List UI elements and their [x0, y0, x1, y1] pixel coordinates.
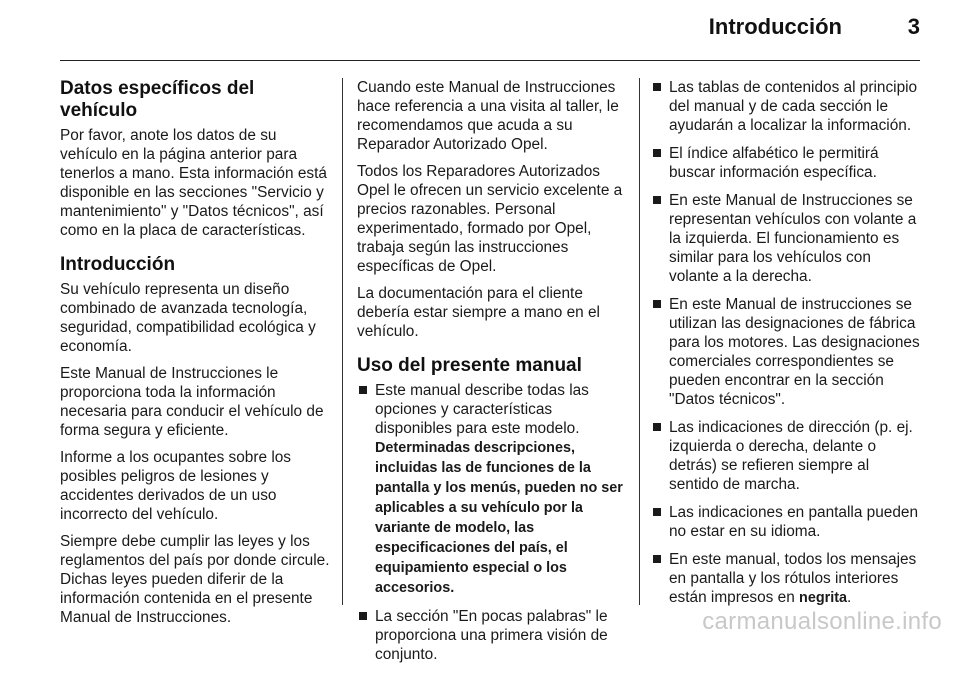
paragraph: Informe a los ocupantes sobre los posibles peligros de lesiones y accidentes derivados de un uso incorrecto del vehículo.: [60, 449, 291, 523]
page-header-title: Introducción: [708, 14, 842, 39]
header-divider: [60, 60, 920, 61]
list-item-text: Las indicaciones de dirección (p. ej. izquierda o derecha, delante o detrás) se refieren siempre al sentido de marcha.: [669, 419, 913, 493]
list-item-text-end: .: [847, 589, 852, 606]
bullet-list: [357, 381, 627, 664]
bullet-list: [651, 78, 923, 608]
column-3: [651, 78, 923, 617]
section-heading-introduction: Introducción: [60, 254, 176, 275]
square-bullet-icon: [653, 196, 661, 204]
section-heading-vehicle-data: Datos específicos del vehículo: [60, 78, 255, 121]
column-2: [357, 78, 627, 673]
list-item: [651, 78, 923, 135]
list-item-text: Las tablas de contenidos al principio del manual y de cada sección le ayudarán a localizar la información.: [669, 79, 918, 134]
list-item: [651, 191, 923, 286]
square-bullet-icon: [653, 508, 661, 516]
list-item: [357, 607, 627, 664]
square-bullet-icon: [359, 612, 367, 620]
section-heading-manual-use: Uso del presente manual: [357, 355, 582, 376]
list-item-text: El índice alfabético le permitirá buscar información específica.: [669, 145, 879, 181]
list-item-text: En este Manual de instrucciones se utilizan las designaciones de fábrica para los motores. Las designaciones comerciales correspondientes se pueden encontrar en la sección "Datos técnicos".: [669, 296, 920, 408]
square-bullet-icon: [653, 83, 661, 91]
page-number: 3: [907, 14, 920, 39]
square-bullet-icon: [359, 386, 367, 394]
list-item: [651, 418, 923, 494]
square-bullet-icon: [653, 423, 661, 431]
paragraph: Cuando este Manual de Instrucciones hace referencia a una visita al taller, le recomendamos que acuda a su Reparador Autorizado Opel.: [357, 79, 619, 153]
paragraph: Siempre debe cumplir las leyes y los reglamentos del país por donde circule. Dichas leyes pueden diferir de la información contenida en el presente Manual de Instrucciones.: [60, 533, 330, 626]
column-1: [60, 78, 332, 635]
paragraph: Su vehículo representa un diseño combinado de avanzada tecnología, seguridad, compatibilidad ecológica y economía.: [60, 281, 316, 355]
list-item-text: La sección "En pocas palabras" le proporciona una primera visión de conjunto.: [375, 608, 608, 663]
list-item-bold-text: negrita: [799, 590, 848, 606]
list-item: [651, 503, 923, 541]
list-item: [651, 144, 923, 182]
paragraph: Por favor, anote los datos de su vehículo en la página anterior para tenerlos a mano. Esta información está disponible en las secciones "Servicio y mantenimiento" y "Datos técnicos", así como en la placa de características.: [60, 127, 327, 239]
column-divider-2: [639, 78, 640, 605]
list-item: [357, 381, 627, 598]
list-item-bold-text: Determinadas descripciones, incluidas las de funciones de la pantalla y los menús, pueden no ser aplicables a su vehículo por la variante de modelo, las especificaciones del país, el equipamiento especial o los accesorios.: [375, 440, 623, 596]
list-item-text: En este Manual de Instrucciones se representan vehículos con volante a la izquierda. El funcionamiento es similar para los vehículos con volante a la derecha.: [669, 192, 917, 285]
watermark: carmanualsonline.info: [702, 608, 942, 635]
list-item: [651, 550, 923, 608]
list-item-text: Las indicaciones en pantalla pueden no estar en su idioma.: [669, 504, 919, 540]
list-item-text: Este manual describe todas las opciones y características disponibles para este modelo.: [375, 382, 589, 437]
list-item-text: En este manual, todos los mensajes en pantalla y los rótulos interiores están impresos en: [669, 551, 917, 606]
paragraph: La documentación para el cliente debería estar siempre a mano en el vehículo.: [357, 285, 600, 340]
square-bullet-icon: [653, 555, 661, 563]
square-bullet-icon: [653, 300, 661, 308]
square-bullet-icon: [653, 149, 661, 157]
list-item: [651, 295, 923, 409]
column-divider-1: [342, 78, 343, 605]
paragraph: Todos los Reparadores Autorizados Opel le ofrecen un servicio excelente a precios razonables. Personal experimentado, formado por Opel, trabaja según las instrucciones específicas de Opel.: [357, 163, 623, 275]
paragraph: Este Manual de Instrucciones le proporciona toda la información necesaria para conducir el vehículo de forma segura y eficiente.: [60, 365, 324, 439]
